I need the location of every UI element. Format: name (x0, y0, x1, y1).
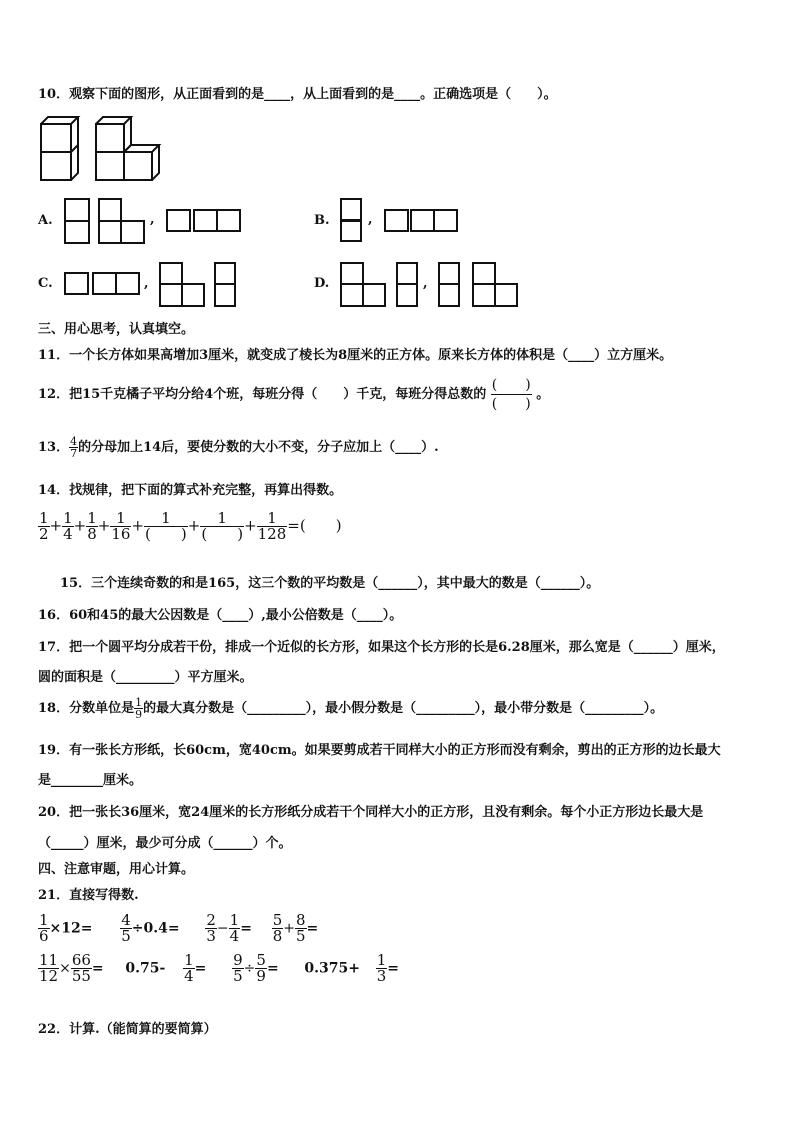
cube-figures (38, 112, 168, 184)
question-14: 14．找规律，把下面的算式补充完整，再算出得数。 (38, 483, 343, 498)
question-18-text: 的最大真分数是（_________），最小假分数是（_________），最小带分数是（_________）。 (143, 701, 664, 716)
question-10: 10．观察下面的图形，从正面看到的是____，从上面看到的是____。正确选项是（ ）。 (38, 87, 557, 102)
option-c-comma: , (144, 276, 149, 291)
option-a-comma: , (150, 212, 155, 227)
question-12-end: 。 (536, 387, 550, 402)
question-13 (38, 436, 439, 459)
question-21-row-2: $\frac{11}{12}$ × $\frac{66}{55}$ = 0.75- $\frac{1}{4}$ = $\frac{9}{5}$ ÷ $\frac{5}{9}$ = 0.375+ $\frac{1}{3}$ = (39, 951, 400, 985)
question-21-title: 21．直接写得数. (38, 888, 139, 903)
section-4-title: 四、注意审题，用心计算。 (38, 862, 195, 877)
section-3-title: 三、用心思考，认真填空。 (38, 322, 195, 337)
question-20-line-1: 20．把一张长36厘米，宽24厘米的长方形纸分成若干个同样大小的正方形，且没有剩余。每个小正方形边长最大是 (38, 805, 704, 820)
question-13-number: 13． (38, 440, 70, 455)
question-18-prefix: 18．分数单位是 (38, 701, 135, 716)
question-17-line-2: 圆的面积是（_________）平方厘米。 (38, 670, 253, 685)
question-12 (38, 376, 549, 413)
question-14-formula: $\frac{1}{2}$ + $\frac{1}{4}$ + $\frac{1}{8}$ + $\frac{1}{16}$ + $\frac{1}{( )}$ + $\frac{1}{( )}$ + $\frac{1}{128}$ =( ) (39, 509, 342, 543)
question-12-fraction: $\frac{( )}{( )}$ (491, 377, 531, 412)
question-20-line-2: （_____）厘米，最少可分成（______）个。 (38, 836, 292, 851)
question-11: 11．一个长方体如果高增加3厘米，就变成了棱长为8厘米的正方体。原来长方体的体积是（____）立方厘米。 (38, 348, 673, 363)
question-12-text: 12．把15千克橘子平均分给4个班，每班分得（ ）千克，每班分得总数的 (38, 387, 487, 402)
option-d-label[interactable]: D. (314, 276, 330, 291)
option-c-label[interactable]: C. (38, 276, 53, 291)
question-15: 15．三个连续奇数的和是165，这三个数的平均数是（______），其中最大的数是（______）。 (60, 576, 600, 591)
question-19-line-1: 19．有一张长方形纸，长60cm，宽40cm。如果要剪成若干同样大小的正方形而没有剩余，剪出的正方形的边长最大 (38, 743, 721, 758)
question-13-text: 的分母加上14后，要使分数的大小不变，分子应加上（____）. (78, 440, 439, 455)
option-b-comma: , (368, 212, 373, 227)
question-19-line-2: 是________厘米。 (38, 773, 143, 788)
question-17-line-1: 17．把一个圆平均分成若干份，排成一个近似的长方形，如果这个长方形的长是6.28厘米，那么宽是（______）厘米， (38, 640, 725, 655)
option-d-comma: , (423, 276, 428, 291)
option-b-label[interactable]: B. (314, 213, 330, 228)
question-21-row-1: $\frac{1}{6}$ ×12= $\frac{4}{5}$ ÷0.4= $\frac{2}{3}$ − $\frac{1}{4}$ = $\frac{5}{8}$ + $\frac{8}{5}$ = (39, 911, 319, 945)
question-13-fraction: $\frac{4}{7}$ (70, 435, 78, 460)
question-16: 16．60和45的最大公因数是（____）,最小公倍数是（____）。 (38, 608, 403, 623)
question-14-result: =( ) (287, 516, 342, 535)
question-18-fraction: $\frac{1}{9}$ (135, 696, 143, 721)
option-a-label[interactable]: A. (38, 213, 53, 228)
question-22: 22．计算.（能简算的要简算） (38, 1022, 217, 1037)
question-18 (38, 697, 663, 720)
